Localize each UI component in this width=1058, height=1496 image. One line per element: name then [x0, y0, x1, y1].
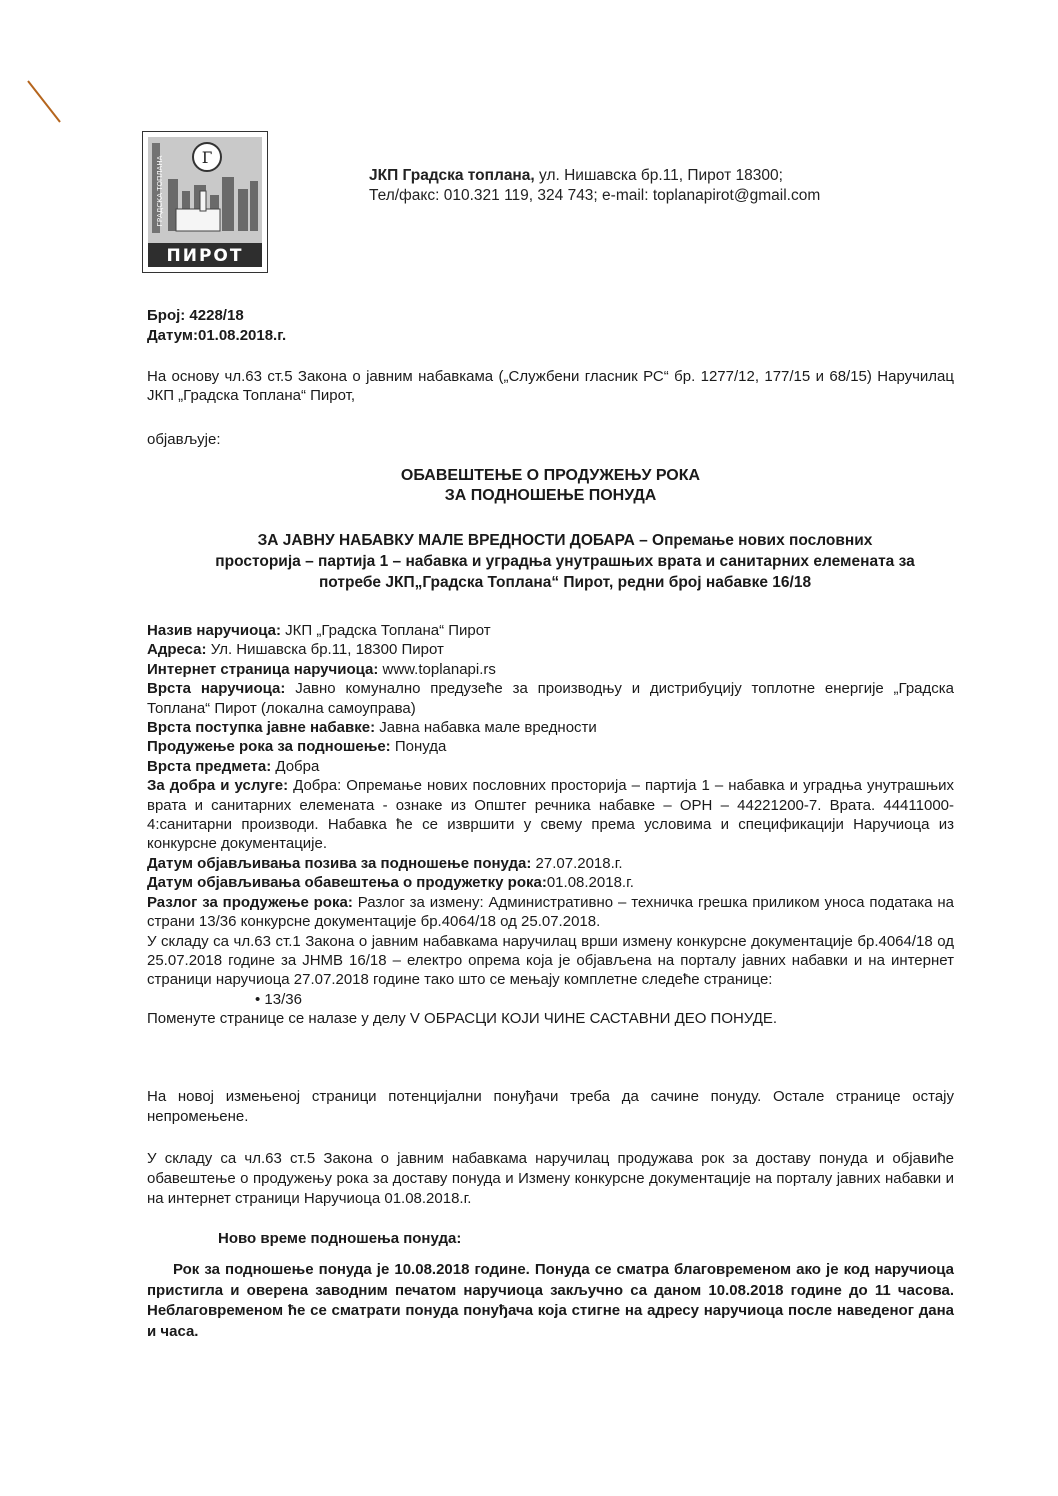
notice-fields [147, 621, 954, 1029]
intro-paragraph: На основу чл.63 ст.5 Закона о јавним набавкама („Службени гласник РС“ бр. 1277/12, 177/15 и 68/15) Наручилац ЈКП „Градска Топлана“ Пирот, [147, 368, 954, 404]
document-refs [147, 306, 286, 346]
logo-letter: Г [201, 148, 213, 167]
title-line-2: ЗА ПОДНОШЕЊЕ ПОНУДА [444, 487, 657, 504]
title-line-1: ОБАВЕШТЕЊЕ О ПРОДУЖЕЊУ РОКА [400, 467, 701, 484]
scan-mark [27, 80, 61, 122]
changed-page-item: • 13/36 [255, 990, 302, 1008]
subject-line-3: потребе ЈКП„Градска Топлана“ Пирот, редни број набавке 16/18 [318, 574, 812, 591]
field-website: Интернет страница наручиоца: www.toplanapi.rs [147, 660, 496, 678]
new-time-heading: Ново време подношења понуда: [218, 1230, 462, 1247]
document-date: Датум:01.08.2018.г. [147, 327, 287, 344]
field-contracting-authority: Назив наручиоца: ЈКП „Градска Топлана“ Пирот [147, 622, 491, 639]
field-notice-date: Датум објављивања обавештења о продужетку рока:01.08.2018.г. [147, 874, 634, 892]
extension-paragraph: У складу са чл.63 ст.5 Закона о јавним набавкама наручилац продужава рок за доставу понуда и објавиће обавештење о продужењу рока за доставу понуда и Измену конкурсне документације на порталу јавних набавки и на интернет страници Наручиоца 01.08.2018.г. [147, 1150, 954, 1207]
org-contact: Тел/факс: 010.321 119, 324 743; e-mail: toplanapirot@gmail.com [369, 187, 821, 204]
document-title [147, 466, 954, 506]
logo-ring-text: ГРАДСКА ТОПЛАНА [156, 155, 164, 227]
subject-line-2: просторија – партија 1 – набавка и уградња унутрашњих врата и санитарних елемената за [215, 553, 915, 570]
logo-city: ПИРОТ [166, 246, 244, 266]
field-authority-type: Врста наручиоца: Јавно комунално предузеће за производњу и дистрибуцију топлотне енергије „Градска Топлана“ Пирот (локална самоуправа) [147, 680, 954, 717]
org-name: ЈКП Градска топлана, [369, 167, 535, 184]
procurement-subject [170, 530, 960, 593]
org-address: ул. Нишавска бр.11, Пирот 18300; [534, 167, 783, 184]
field-subject-type: Врста предмета: Добра [147, 757, 320, 775]
company-logo [142, 131, 268, 273]
letterhead [369, 166, 820, 206]
field-address: Адреса: Ул. Нишавска бр.11, 18300 Пирот [147, 641, 444, 659]
subject-line-1: ЗА ЈАВНУ НАБАВКУ МАЛЕ ВРЕДНОСТИ ДОБАРА – Опремање нових пословних [257, 532, 873, 549]
field-invitation-date: Датум објављивања позива за подношење понуда: 27.07.2018.г. [147, 854, 623, 872]
document-number: Број: 4228/18 [147, 307, 244, 324]
publishes-line: објављује: [147, 431, 221, 448]
change-paragraph: У складу са чл.63 ст.1 Закона о јавним набавкама наручилац врши измену конкурсне документације бр.4064/18 од 25.07.2018 године за ЈНМВ 16/18 – електро опрема која је објављена на порталу јавних набавки и на интернет страници наручиоца 27.07.2018 године тако што се мењају комплетне следеће странице: [147, 932, 954, 989]
field-extension-for: Продужење рока за подношење: Понуда [147, 738, 447, 756]
field-procedure-type: Врста поступка јавне набавке: Јавна набавка мале вредности [147, 719, 597, 737]
field-goods-services: За добра и услуге: Добра: Опремање нових пословних просторија – партија 1 – набавка и уградња унутрашњих врата и санитарних елемената - ознаке из Општег речника набавке – ОРН – 44221200-7. Врата. 44411000-4:санитарни производи. Набавка ће се извршити у свему према условима и спецификацији Наручиоца из конкурсне документације. [147, 777, 954, 853]
pages-location: Поменуте странице се налазе у делу V ОБРАСЦИ КОЈИ ЧИНЕ САСТАВНИ ДЕО ПОНУДЕ. [147, 1010, 778, 1028]
deadline-paragraph: Рок за подношење понуда је 10.08.2018 године. Понуда се сматра благовременом ако је код наручиоца пристигла и оверена заводним печатом наручиоца закључно са даном 10.08.2018 године до 11 часова. Неблаговременом ће се сматрати понуда понуђача која стигне на адресу наручиоца после наведеног дана и часа. [147, 1261, 954, 1340]
new-page-paragraph: На новој измењеној страници потенцијални понуђачи треба да сачине понуду. Остале странице остају непромењене. [147, 1088, 954, 1125]
field-extension-reason: Разлог за продужење рока: Разлог за измену: Административно – техничка грешка приликом уноса података на страни 13/36 конкурсне документације бр.4064/18 од 25.07.2018. [147, 893, 954, 931]
